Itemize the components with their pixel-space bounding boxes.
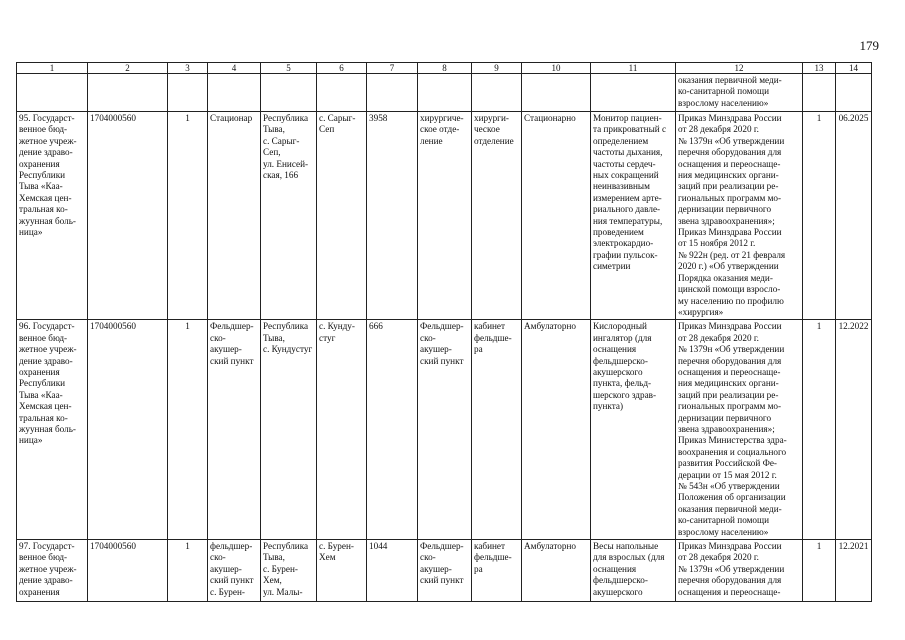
department: Фельдшер- ско- акушер- ский пункт (418, 540, 472, 602)
equipment: Кислородный ингалятор (для оснащения фельдшерско- акушерского пункта, фельд- шерского здрав- пункта) (591, 320, 676, 540)
institution-name: 97. Государст- венное бюд- жетное учреж- дение здраво- охранения (17, 540, 88, 602)
institution-name: 96. Государст- венное бюд- жетное учреж- дение здраво- охранения Республики Тыва «Каа- Хемская цен- тральная ко- жуунная боль- ница» (17, 320, 88, 540)
department: Фельдшер- ско- акушер- ский пункт (418, 320, 472, 540)
population: 3958 (367, 112, 418, 320)
column-header: 1 (17, 63, 88, 74)
legal-basis: Приказ Минздрава России от 28 декабря 2020 г. № 1379н «Об утверждении перечня оборудования для оснащения и переоснаще- ния медицинских органи- заций при реализации ре- гиональных программ мо- дернизации первичного звена здравоохранения»; Приказ Министерства здра- воохранения и социального развития Российской Фе- дерации от 15 мая 2012 г. № 543н «Об утверждении Положения об организации оказания первичной меди- ко-санитарной помощи взрослому населению» (676, 320, 803, 540)
page-number: 179 (859, 38, 879, 53)
column-header: 3 (168, 63, 208, 74)
equipment: Весы напольные для взрослых (для оснащения фельдшерско- акушерского (591, 540, 676, 602)
settlement: с. Кунду- стуг (317, 320, 367, 540)
address: Республика Тыва, с. Бурен- Хем, ул. Малы- (261, 540, 317, 602)
unit-type: Стационар (208, 112, 261, 320)
quantity: 1 (168, 540, 208, 602)
settlement: с. Бурен- Хем (317, 540, 367, 602)
table-row (17, 112, 872, 320)
table-row (17, 540, 872, 602)
column-header: 8 (418, 63, 472, 74)
settlement: с. Сарыг- Сеп (317, 112, 367, 320)
care-condition: Амбулаторно (522, 320, 591, 540)
equipment-table (16, 62, 872, 602)
continuation-row (17, 74, 872, 112)
due-date: 06.2025 (836, 112, 872, 320)
column-header: 11 (591, 63, 676, 74)
institution-name: 95. Государст- венное бюд- жетное учреж- дение здраво- охранения Республики Тыва «Каа- Хемская цен- тральная ко- жуунная боль- ница» (17, 112, 88, 320)
care-condition: Стационарно (522, 112, 591, 320)
column-header: 9 (472, 63, 522, 74)
institution-code: 1704000560 (88, 540, 168, 602)
room: хирурги- ческое отделение (472, 112, 522, 320)
equipment-count: 1 (803, 540, 836, 602)
column-header: 13 (803, 63, 836, 74)
legal-basis: Приказ Минздрава России от 28 декабря 2020 г. № 1379н «Об утверждении перечня оборудования для оснащения и переоснаще- ния медицинских органи- заций при реализации ре- гиональных программ мо- дернизации первичного звена здравоохранения»; Приказ Минздрава России от 15 ноября 2012 г. № 922н (ред. от 21 февраля 2020 г.) «Об утверждении Порядка оказания меди- цинской помощи взросло- му населению по профилю «хирургия» (676, 112, 803, 320)
equipment-count: 1 (803, 320, 836, 540)
address: Республика Тыва, с. Кундустуг (261, 320, 317, 540)
continuation-legal-basis: оказания первичной меди- ко-санитарной помощи взрослому населению» (676, 74, 803, 112)
column-header: 7 (367, 63, 418, 74)
unit-type: фельдшер- ско- акушер- ский пункт с. Бурен- (208, 540, 261, 602)
column-header: 12 (676, 63, 803, 74)
column-header: 2 (88, 63, 168, 74)
address: Республика Тыва, с. Сарыг- Сеп, ул. Енисей- ская, 166 (261, 112, 317, 320)
institution-code: 1704000560 (88, 320, 168, 540)
unit-type: Фельдшер- ско- акушер- ский пункт (208, 320, 261, 540)
institution-code: 1704000560 (88, 112, 168, 320)
population: 666 (367, 320, 418, 540)
quantity: 1 (168, 112, 208, 320)
column-header: 6 (317, 63, 367, 74)
column-header: 10 (522, 63, 591, 74)
column-number-row (17, 63, 872, 74)
due-date: 12.2022 (836, 320, 872, 540)
legal-basis: Приказ Минздрава России от 28 декабря 2020 г. № 1379н «Об утверждении перечня оборудования для оснащения и переоснаще- (676, 540, 803, 602)
equipment-count: 1 (803, 112, 836, 320)
due-date: 12.2021 (836, 540, 872, 602)
population: 1044 (367, 540, 418, 602)
care-condition: Амбулаторно (522, 540, 591, 602)
quantity: 1 (168, 320, 208, 540)
room: кабинет фельдше- ра (472, 540, 522, 602)
column-header: 5 (261, 63, 317, 74)
equipment: Монитор пациен- та прикроватный с определением частоты дыхания, частоты сердеч- ных сокращений неинвазивным измерением арте- риального давле- ния температуры, проведением электрокардио- графии пульсок- симетрии (591, 112, 676, 320)
room: кабинет фельдше- ра (472, 320, 522, 540)
column-header: 4 (208, 63, 261, 74)
table-row (17, 320, 872, 540)
department: хирургиче- ское отде- ление (418, 112, 472, 320)
column-header: 14 (836, 63, 872, 74)
